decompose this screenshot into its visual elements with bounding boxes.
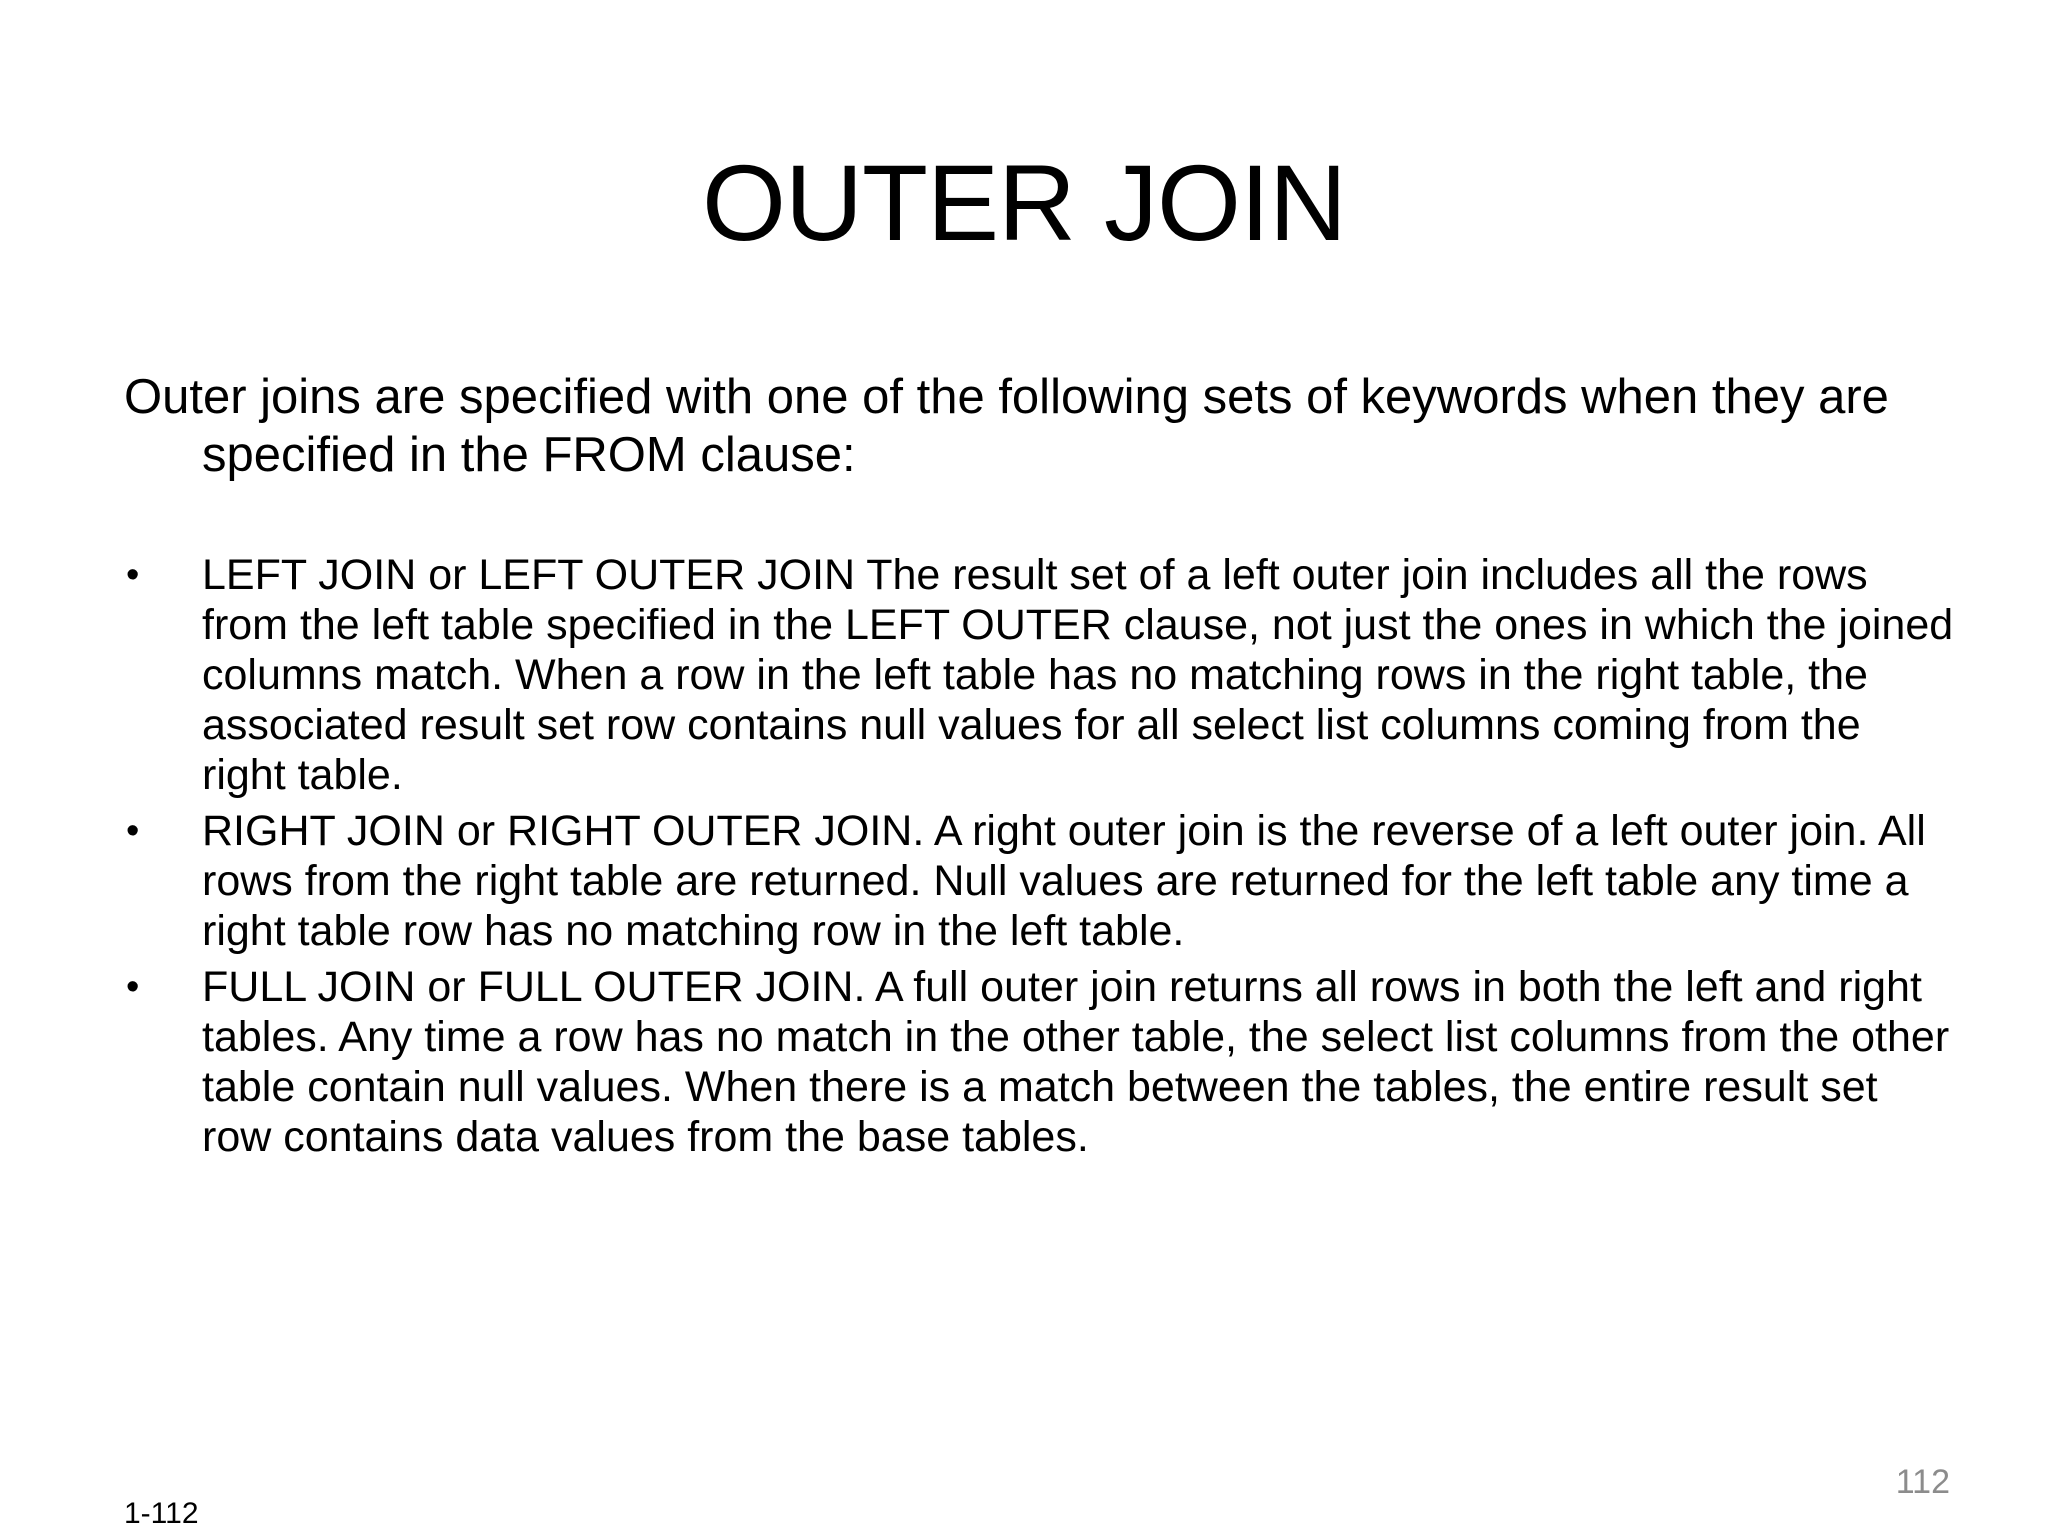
bullet-item-full-join xyxy=(124,962,1954,1162)
bullet-text: LEFT JOIN or LEFT OUTER JOIN The result set of a left outer join includes all the rows from the left table specified in the LEFT OUTER clause, not just the ones in which the joined columns match. When a row in the left table has no matching rows in the right table, the associated result set row contains null values for all select list columns coming from the right table. xyxy=(202,551,1954,799)
bullet-item-right-join xyxy=(124,806,1954,956)
slide-title: OUTER JOIN xyxy=(701,142,1346,263)
bullet-marker: • xyxy=(126,554,140,596)
bullet-text: RIGHT JOIN or RIGHT OUTER JOIN. A right outer join is the reverse of a left outer join. All rows from the right table are returned. Null values are returned for the left table any time a right table row has no matching row in the left table. xyxy=(202,807,1926,955)
page-number: 112 xyxy=(1895,1463,1950,1501)
bullet-list xyxy=(124,550,1954,1162)
intro-paragraph: Outer joins are specified with one of the following sets of keywords when they are specified in the FROM clause: xyxy=(124,370,1889,482)
slide-content xyxy=(124,368,1954,1168)
bullet-item-left-join xyxy=(124,550,1954,800)
bullet-marker: • xyxy=(126,966,140,1008)
footer-slide-label: 1-112 xyxy=(124,1497,199,1530)
bullet-marker: • xyxy=(126,810,140,852)
bullet-text: FULL JOIN or FULL OUTER JOIN. A full outer join returns all rows in both the left and right tables. Any time a row has no match in the other table, the select list columns from the other table contain null values. When there is a match between the tables, the entire result set row contains data values from the base tables. xyxy=(202,963,1950,1161)
